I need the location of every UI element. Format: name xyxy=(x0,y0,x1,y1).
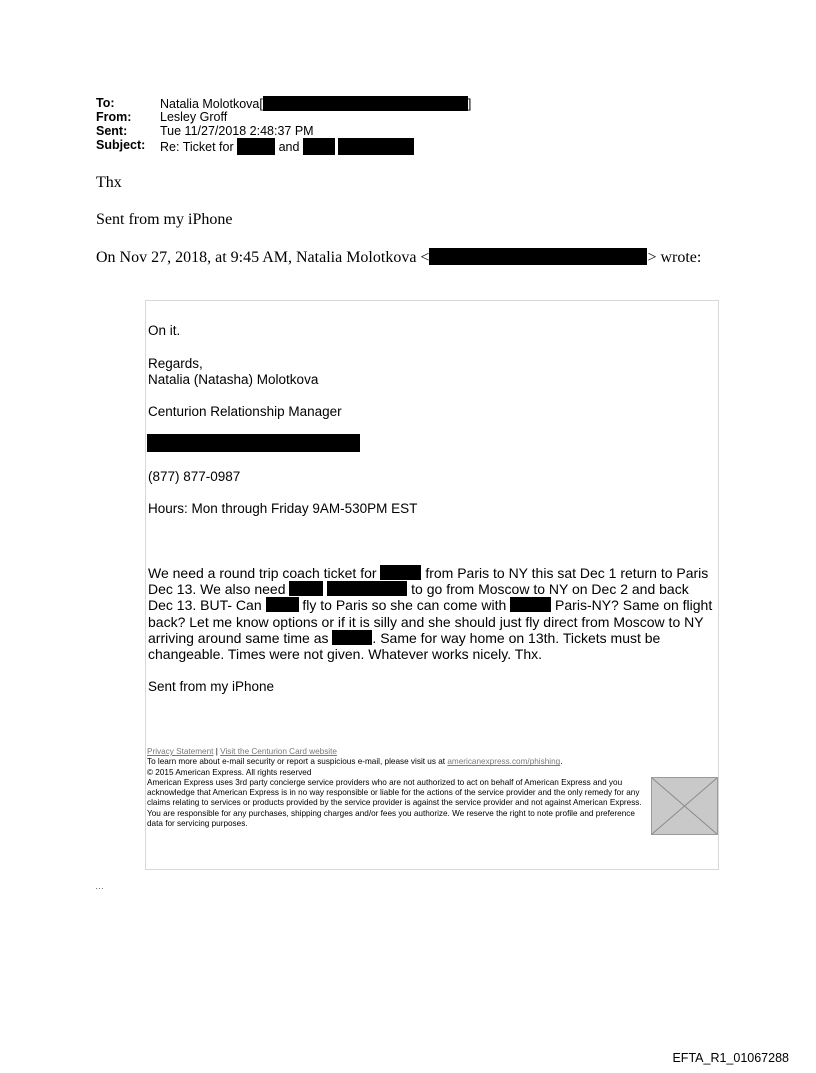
reply-signature: Sent from my iPhone xyxy=(96,211,233,228)
redaction-box xyxy=(338,138,414,155)
quoted-signature: Sent from my iPhone xyxy=(148,679,275,694)
para-part-4: fly to Paris so she can come with xyxy=(302,597,507,614)
para-part-2: from Paris to NY this sat Dec 1 return to Paris Dec 13. We also need xyxy=(148,565,709,598)
sent-label: Sent: xyxy=(96,124,128,138)
subject-value xyxy=(160,138,414,152)
sender-title: Centurion Relationship Manager xyxy=(148,404,342,419)
quoted-email xyxy=(145,300,719,870)
business-hours: Hours: Mon through Friday 9AM-530PM EST xyxy=(148,501,418,516)
subject-text: Re: Ticket for xyxy=(160,140,234,154)
security-text: To learn more about e-mail security or report a suspicious e-mail, please visit us at xyxy=(147,757,446,767)
reply-body: Thx xyxy=(96,174,122,191)
email-header xyxy=(96,96,471,152)
image-placeholder-icon xyxy=(652,778,717,834)
subject-row xyxy=(96,138,471,152)
redaction-box xyxy=(429,248,647,265)
subject-label: Subject: xyxy=(96,138,146,152)
copyright: © 2015 American Express. All rights reserved xyxy=(147,767,312,777)
bates-number: EFTA_R1_01067288 xyxy=(672,1051,789,1065)
sent-value: Tue 11/27/2018 2:48:37 PM xyxy=(160,124,314,138)
redaction-box xyxy=(263,96,468,111)
page-marker: … xyxy=(95,881,104,891)
redaction-box xyxy=(266,597,299,612)
quote-suffix: > wrote: xyxy=(647,249,702,266)
centurion-website-link[interactable]: Visit the Centurion Card website xyxy=(220,747,337,756)
request-paragraph xyxy=(148,565,716,662)
privacy-statement-link[interactable]: Privacy Statement xyxy=(147,747,214,756)
redaction-box xyxy=(332,630,372,645)
disclaimer: American Express uses 3rd party concierge service providers who are not authorized to act on behalf of American Express and you acknowledge that American Express is in no way responsible or liable for the actions of the service provider and the only remedy for any claims relating to services or products provided by the service provider is against the service provider and not against American Express. You are responsible for any purchases, shipping charges and/or fees you authorize. We reserve the right to note profile and preference data for servicing purposes. xyxy=(147,777,642,829)
to-value xyxy=(160,96,471,110)
redaction-box xyxy=(327,581,407,596)
from-label: From: xyxy=(96,110,132,124)
redaction-box xyxy=(237,138,275,155)
para-part-1: We need a round trip coach ticket for xyxy=(148,565,377,581)
amex-footer xyxy=(147,747,647,829)
to-row xyxy=(96,96,471,110)
from-value: Lesley Groff xyxy=(160,110,228,124)
security-period: . xyxy=(560,757,563,767)
quote-intro-line xyxy=(96,248,701,267)
phishing-link[interactable]: americanexpress.com/phishing xyxy=(447,757,561,767)
sender-name: Natalia (Natasha) Molotkova xyxy=(148,372,319,387)
para-part-5: Paris-NY? Same on flight back? Let me know options or if it is silly and she should just fly direct from Moscow to NY arriving around same time as xyxy=(148,597,713,646)
redaction-box xyxy=(289,581,323,596)
para-part-3: to go from Moscow to NY on Dec 2 and back Dec 13. BUT- Can xyxy=(148,581,689,614)
to-label: To: xyxy=(96,96,115,110)
phone-number: (877) 877-0987 xyxy=(148,469,241,484)
to-suffix: ] xyxy=(467,97,472,111)
footer-links xyxy=(147,747,647,757)
redaction-box xyxy=(380,565,421,580)
redaction-box xyxy=(510,597,551,612)
redaction-box xyxy=(303,138,335,155)
from-row xyxy=(96,110,471,124)
to-name: Natalia Molotkova[ xyxy=(160,97,263,111)
sent-row xyxy=(96,124,471,138)
link-separator: | xyxy=(215,747,218,756)
quoted-line1: On it. xyxy=(148,323,181,338)
broken-image-placeholder xyxy=(651,777,718,835)
security-notice xyxy=(147,757,647,767)
quote-intro: On Nov 27, 2018, at 9:45 AM, Natalia Molotkova < xyxy=(96,249,430,266)
regards: Regards, xyxy=(148,356,203,371)
redaction-box xyxy=(147,434,360,452)
para-part-6: . Same for way home on 13th. Tickets must be changeable. Times were not given. Whatever works nicely. Thx. xyxy=(148,629,661,663)
subject-and: and xyxy=(278,140,300,154)
